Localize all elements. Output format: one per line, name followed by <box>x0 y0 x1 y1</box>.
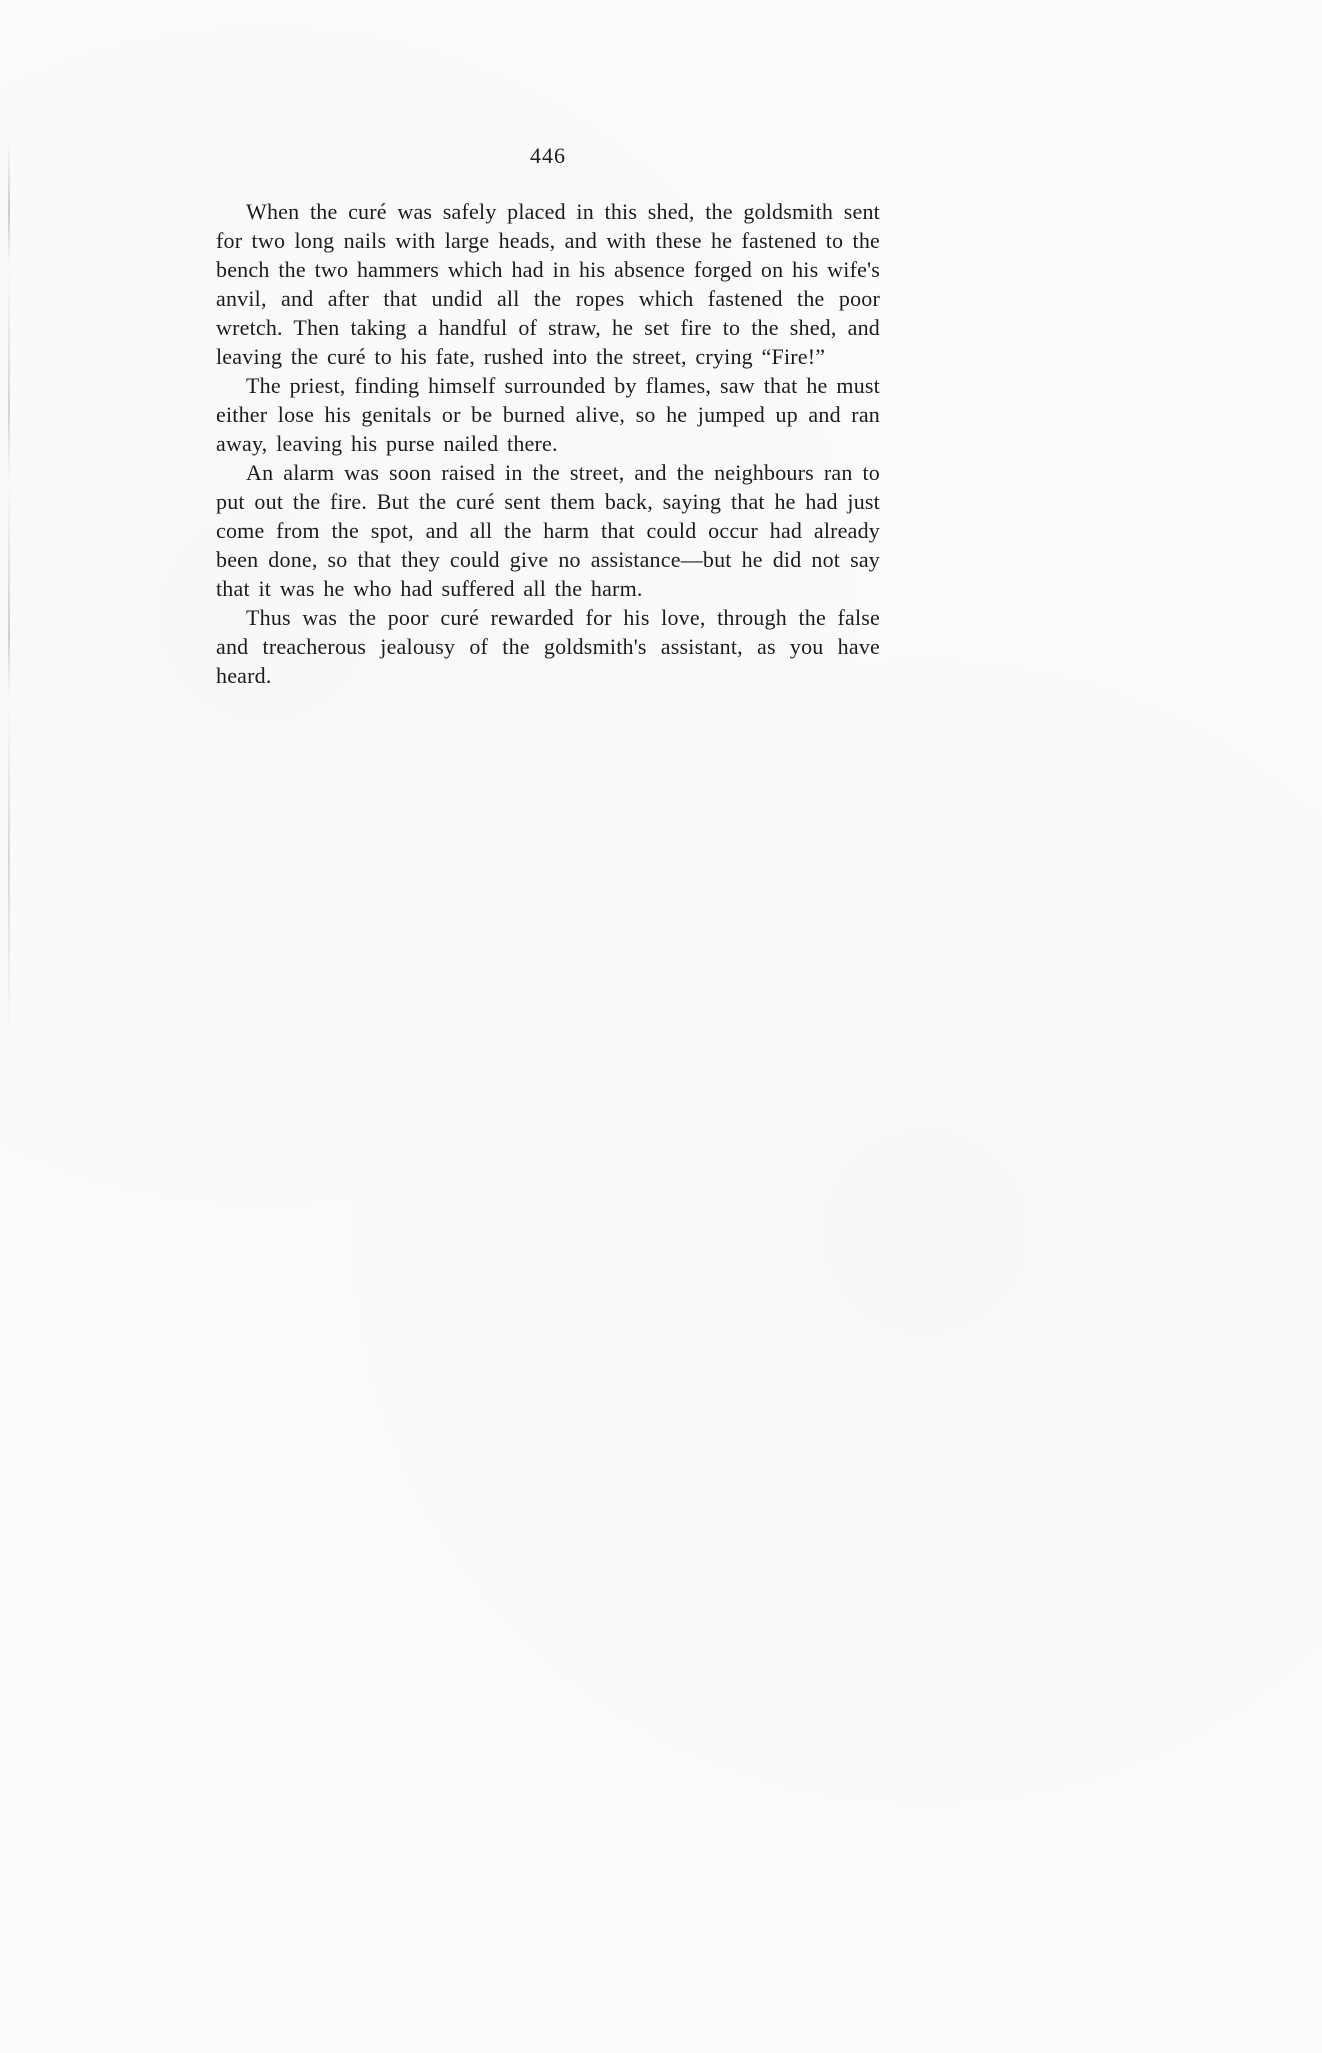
text-block <box>216 143 880 690</box>
paragraph: An alarm was soon raised in the street, and the neighbours ran to put out the fire. But the curé sent them back, saying that he had just come from the spot, and all the harm that could occur had already been done, so that they could give no assistance—but he did not say that it was he who had suffered all the harm. <box>216 460 880 601</box>
paragraph: When the curé was safely placed in this shed, the goldsmith sent for two long nails with large heads, and with these he fastened to the bench the two hammers which had in his absence forged on his wife's anvil, and after that undid all the ropes which fastened the poor wretch. Then taking a handful of straw, he set fire to the shed, and leaving the curé to his fate, rushed into the street, crying “Fire!” <box>216 199 880 369</box>
paragraph: The priest, finding himself surrounded by flames, saw that he must either lose his genitals or be burned alive, so he jumped up and ran away, leaving his purse nailed there. <box>216 373 880 456</box>
page-number: 446 <box>530 143 566 168</box>
paragraph: Thus was the poor curé rewarded for his love, through the false and treacherous jealousy of the goldsmith's assistant, as you have heard. <box>216 605 880 688</box>
scan-edge-artifact <box>8 140 10 1040</box>
